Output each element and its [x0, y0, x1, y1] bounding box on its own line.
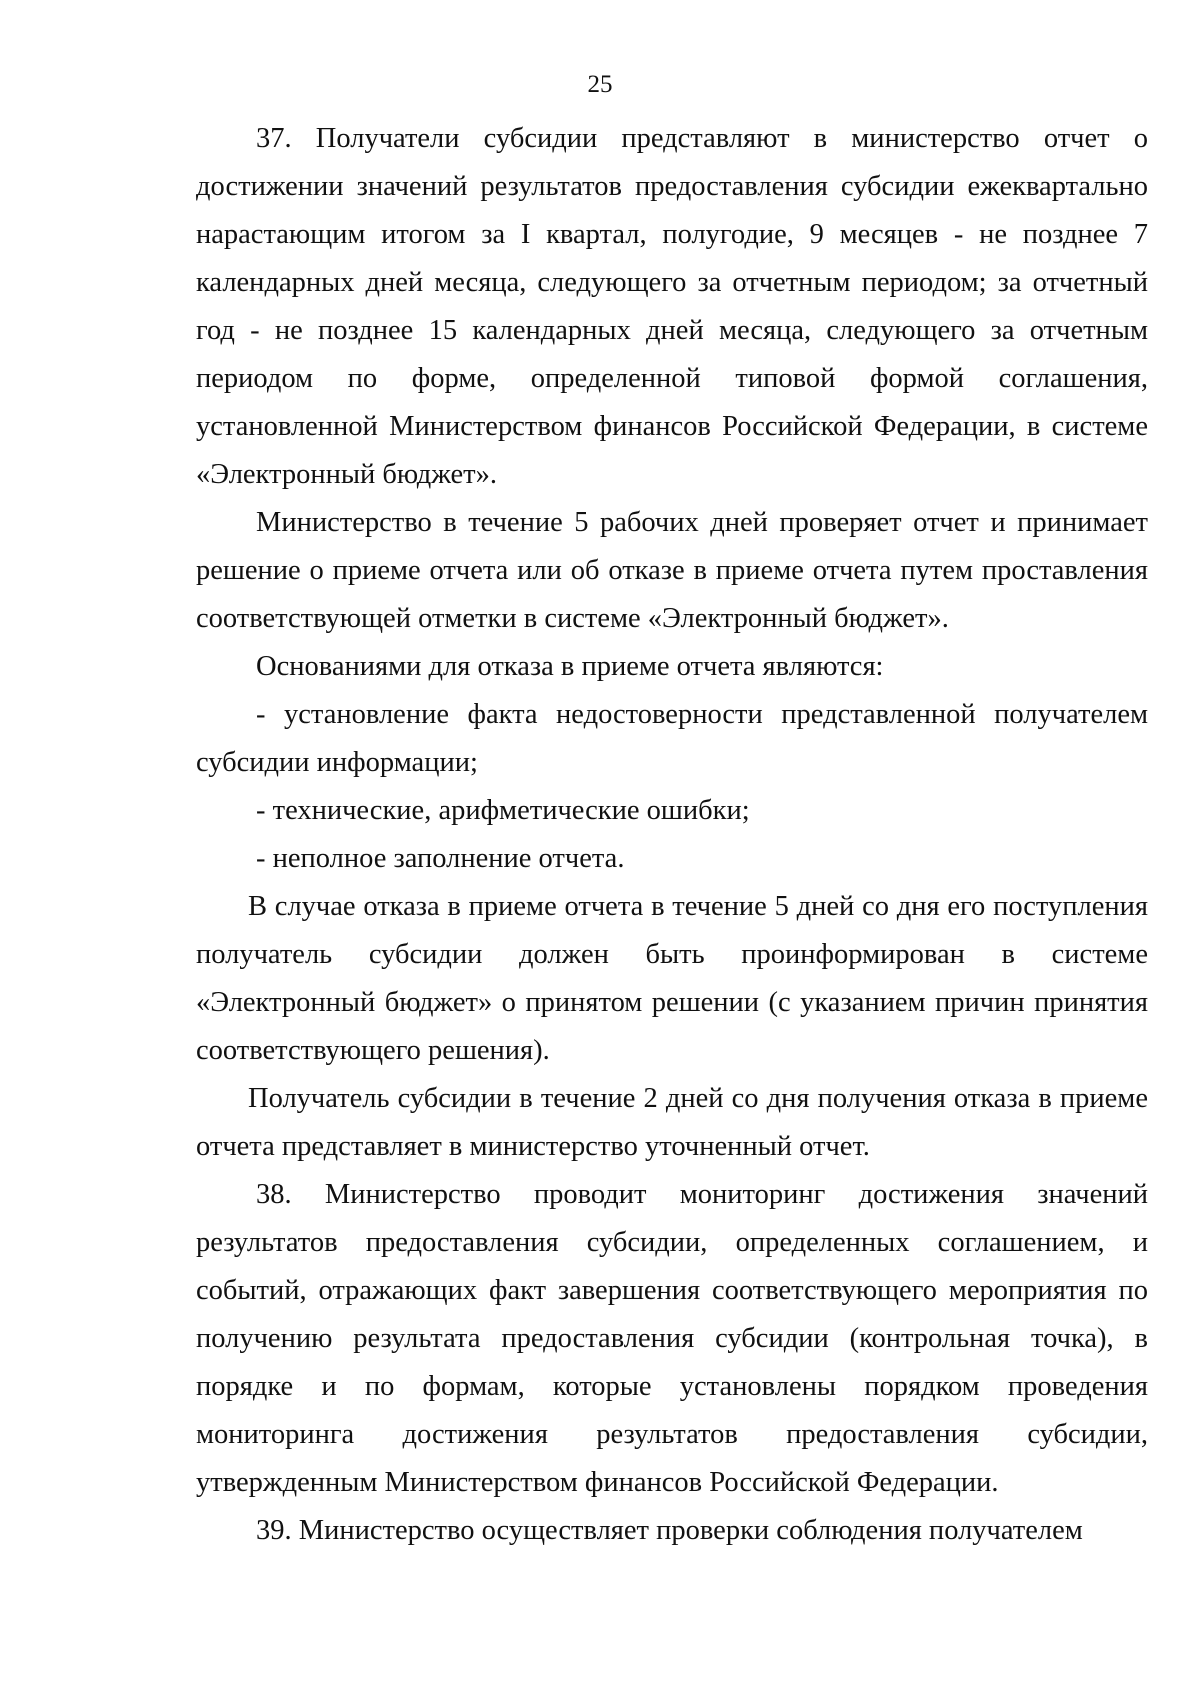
list-item-incomplete-report: - неполное заполнение отчета.: [256, 843, 625, 874]
paragraph-39: 39. Министерство осуществляет проверки соблюдения получателем: [256, 1515, 1083, 1546]
paragraph-refusal-notice: В случае отказа в приеме отчета в течение 5 дней со дня его поступления получатель субсидии должен быть проинформирован в системе «Электронный бюджет» о принятом решении (с указанием причин принятия соответствующего решения).: [196, 891, 1148, 1066]
paragraph-refusal-grounds: Основаниями для отказа в приеме отчета являются:: [256, 651, 884, 682]
paragraph-corrected-report: Получатель субсидии в течение 2 дней со дня получения отказа в приеме отчета представляет в министерство уточненный отчет.: [196, 1083, 1148, 1162]
page-number: 25: [587, 71, 613, 98]
paragraph-report-check: Министерство в течение 5 рабочих дней проверяет отчет и принимает решение о приеме отчета или об отказе в приеме отчета путем проставления соответствующей отметки в системе «Электронный бюджет».: [196, 507, 1148, 634]
paragraph-38: 38. Министерство проводит мониторинг достижения значений результатов предоставления субсидии, определенных соглашением, и событий, отражающих факт завершения соответствующего мероприятия по получению результата предоставления субсидии (контрольная точка), в порядке и по формам, которые установлены порядком проведения мониторинга достижения результатов предоставления субсидии, утвержденным Министерством финансов Российской Федерации.: [196, 1179, 1148, 1498]
paragraph-37: 37. Получатели субсидии представляют в министерство отчет о достижении значений результатов предоставления субсидии ежеквартально нарастающим итогом за I квартал, полугодие, 9 месяцев - не позднее 7 календарных дней месяца, следующего за отчетным периодом; за отчетный год - не позднее 15 календарных дней месяца, следующего за отчетным периодом по форме, определенной типовой формой соглашения, установленной Министерством финансов Российской Федерации, в системе «Электронный бюджет».: [196, 123, 1148, 490]
list-item-unreliable-info: - установление факта недостоверности представленной получателем субсидии информации;: [196, 699, 1148, 778]
list-item-technical-errors: - технические, арифметические ошибки;: [256, 795, 750, 826]
document-body: [196, 115, 1148, 1555]
